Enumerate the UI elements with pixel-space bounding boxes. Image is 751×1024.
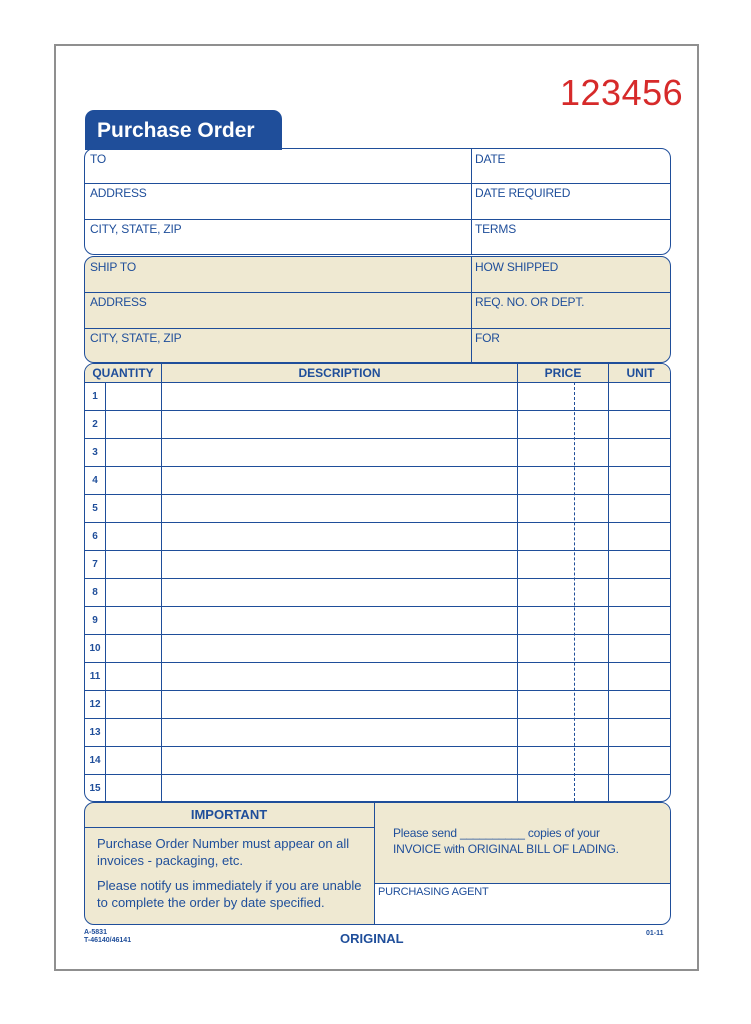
revision-code: 01-11	[646, 930, 664, 937]
row-number: 2	[92, 419, 98, 430]
how-shipped-label: HOW SHIPPED	[475, 260, 559, 274]
row-number: 7	[92, 559, 98, 570]
form-code-secondary: T-46140/46141	[84, 937, 132, 944]
row-number: 11	[89, 671, 101, 682]
ship-address-label: ADDRESS	[90, 295, 147, 309]
row-number: 9	[92, 615, 98, 626]
page-title: Purchase Order	[85, 110, 282, 150]
to-label: TO	[90, 152, 107, 166]
important-box	[84, 802, 375, 925]
row-number: 1	[92, 391, 98, 402]
ship-to-label: SHIP TO	[90, 260, 136, 274]
purchasing-agent-label: PURCHASING AGENT	[378, 886, 489, 898]
items-table	[84, 363, 671, 802]
row-number: 3	[92, 447, 98, 458]
row-number: 12	[89, 699, 101, 710]
row-number: 4	[92, 475, 98, 486]
important-note-notify: Please notify us immediately if you are unable to complete the order by date specified.	[97, 878, 362, 910]
req-no-label: REQ. NO. OR DEPT.	[475, 295, 585, 309]
description-header: DESCRIPTION	[162, 364, 517, 382]
address-label: ADDRESS	[90, 186, 147, 200]
row-number: 13	[89, 727, 101, 738]
row-number: 6	[92, 531, 98, 542]
date-label: DATE	[475, 152, 506, 166]
important-heading: IMPORTANT	[190, 807, 268, 822]
terms-label: TERMS	[475, 222, 517, 236]
row-number: 5	[92, 503, 98, 514]
for-label: FOR	[475, 331, 500, 345]
row-number: 15	[89, 783, 101, 794]
price-header: PRICE	[518, 364, 608, 382]
shipping-section	[84, 256, 671, 363]
ship-city-state-zip-label: CITY, STATE, ZIP	[90, 331, 182, 345]
agent-box	[374, 802, 671, 925]
city-state-zip-label: CITY, STATE, ZIP	[90, 222, 182, 236]
date-required-label: DATE REQUIRED	[475, 186, 571, 200]
copy-label: ORIGINAL	[340, 931, 404, 946]
invoice-copies-note: Please send __________ copies of your INVOICE with ORIGINAL BILL OF LADING.	[393, 826, 619, 856]
important-note-order-number: Purchase Order Number must appear on all invoices - packaging, etc.	[97, 836, 350, 868]
form-code: A-5831	[84, 929, 107, 936]
quantity-header: QUANTITY	[85, 364, 161, 382]
row-number: 10	[89, 643, 101, 654]
form-serial-number: 123456	[560, 72, 684, 113]
row-number: 8	[92, 587, 98, 598]
row-number: 14	[89, 755, 101, 766]
vendor-section	[84, 148, 671, 255]
unit-header: UNIT	[609, 364, 671, 382]
